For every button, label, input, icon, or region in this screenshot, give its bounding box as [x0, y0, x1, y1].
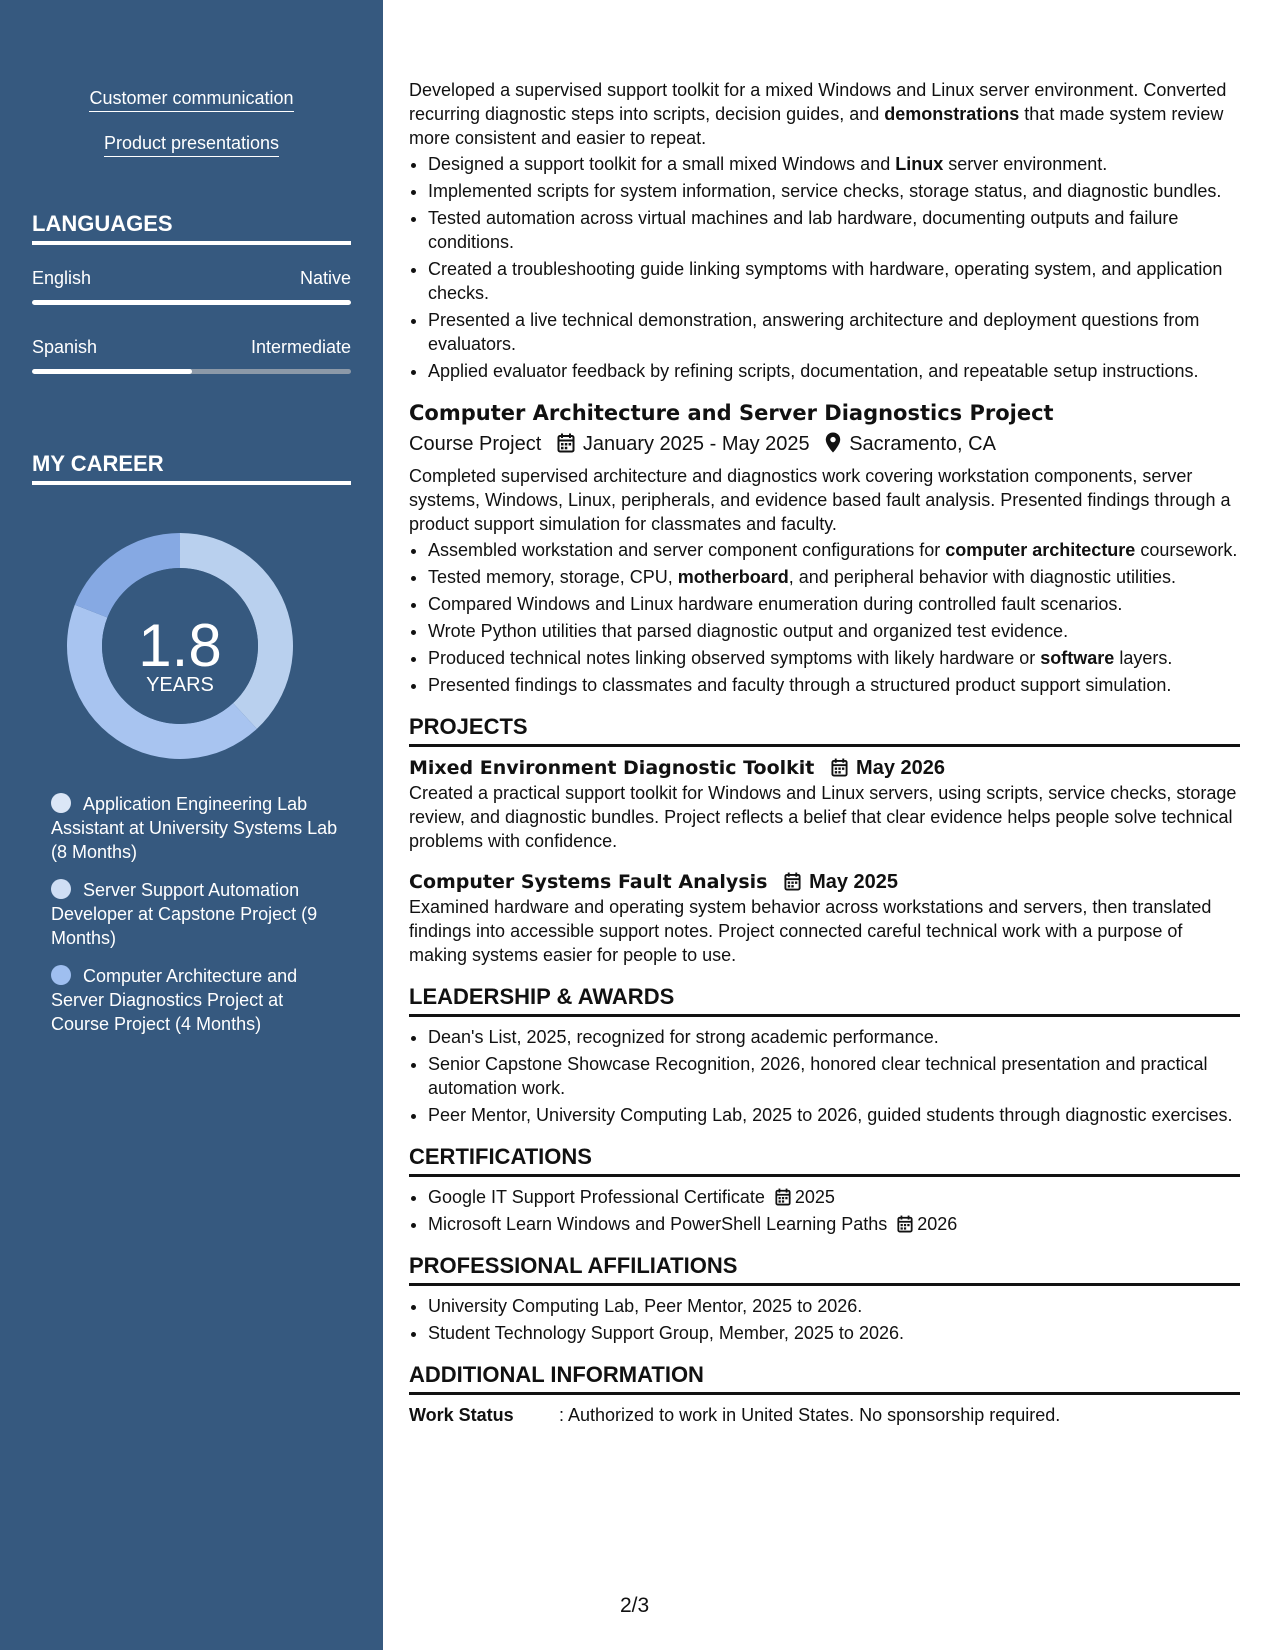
language-bar-fill — [32, 369, 192, 374]
text-run: Tested memory, storage, CPU, — [428, 567, 678, 587]
text-run: , and peripheral behavior with diagnostic utilities. — [788, 567, 1176, 587]
bullet-item — [428, 592, 1240, 616]
bullet-item — [428, 179, 1240, 203]
work-status-value: : Authorized to work in United States. No sponsorship required. — [559, 1405, 1061, 1425]
calendar-icon — [784, 872, 801, 891]
calendar-icon — [775, 1188, 791, 1206]
map-pin-icon — [825, 432, 841, 453]
certification-item — [428, 1185, 1240, 1209]
skill-label: Customer communication — [89, 88, 293, 112]
languages-heading: LANGUAGES — [32, 211, 351, 245]
career-dot-icon — [51, 965, 71, 985]
career-heading: MY CAREER — [32, 451, 351, 485]
bold-text-run: demonstrations — [884, 104, 1020, 124]
bullet-item — [428, 673, 1240, 697]
entry-title: Computer Architecture and Server Diagnostics Project — [409, 401, 1054, 425]
work-status-row — [409, 1403, 1240, 1427]
entry-meta — [409, 430, 1240, 458]
bullet-item — [428, 646, 1240, 670]
career-item-text: Application Engineering Lab Assistant at University Systems Lab (8 Months) — [51, 794, 338, 862]
bullet-item — [428, 359, 1240, 383]
language-level: Intermediate — [250, 337, 351, 357]
entry-location: Sacramento, CA — [849, 433, 996, 455]
text-run: that made system review more consistent and easier to repeat. — [409, 104, 1224, 148]
bullet-item: • Peer Mentor, University Computing Lab, 2025 to 2026, guided students through diagnostic exercises. — [428, 1103, 1240, 1127]
main-content — [409, 78, 1240, 1427]
bullet-item — [428, 206, 1240, 254]
project-title-row — [409, 755, 1240, 781]
bullet-item: • Senior Capstone Showcase Recognition, 2026, honored clear technical presentation and practical automation work. — [428, 1052, 1240, 1100]
calendar-icon — [557, 433, 575, 453]
language-bar-fill — [32, 300, 351, 305]
text-run: Created a troubleshooting guide linking symptoms with hardware, operating system, and application checks. — [428, 259, 1223, 303]
additional-info-heading: ADDITIONAL INFORMATION — [409, 1363, 1240, 1395]
affiliations-list — [409, 1294, 1240, 1345]
text-run: Assembled workstation and server component configurations for — [428, 540, 946, 560]
bullet-item — [428, 538, 1240, 562]
bullet-item: • Dean's List, 2025, recognized for strong academic performance. — [428, 1025, 1240, 1049]
text-run: layers. — [1114, 648, 1173, 668]
bold-text-run: computer architecture — [945, 540, 1136, 560]
entry-bullets — [409, 538, 1240, 697]
career-item — [51, 964, 341, 1036]
career-donut-chart — [62, 528, 298, 764]
entry-org: Course Project — [409, 433, 542, 455]
intro-bullets — [409, 152, 1240, 383]
certifications-heading: CERTIFICATIONS — [409, 1145, 1240, 1177]
entry-dates: January 2025 - May 2025 — [582, 433, 810, 455]
calendar-icon — [831, 758, 848, 777]
certifications-list — [409, 1185, 1240, 1236]
text-run: Presented findings to classmates and faculty through a structured product support simulation. — [428, 675, 1172, 695]
project-date: May 2025 — [809, 871, 899, 893]
text-run: coursework. — [1135, 540, 1238, 560]
text-run: Designed a support toolkit for a small mixed Windows and — [428, 154, 896, 174]
skill-item — [0, 133, 383, 157]
career-total-unit: YEARS — [146, 674, 214, 696]
career-item — [51, 792, 341, 864]
intro-paragraph — [409, 78, 1240, 150]
career-dot-icon — [51, 879, 71, 899]
career-dot-icon — [51, 793, 71, 813]
certification-name: Microsoft Learn Windows and PowerShell Learning Paths — [428, 1214, 888, 1234]
text-run: Wrote Python utilities that parsed diagnostic output and organized test evidence. — [428, 621, 1069, 641]
text-run: Presented a live technical demonstration, answering architecture and deployment questions from evaluators. — [428, 310, 1200, 354]
page-number: 2/3 — [620, 1594, 650, 1617]
text-run: Compared Windows and Linux hardware enumeration during controlled fault scenarios. — [428, 594, 1123, 614]
affiliations-heading: PROFESSIONAL AFFILIATIONS — [409, 1254, 1240, 1286]
bold-text-run: Linux — [895, 154, 944, 174]
bold-text-run: motherboard — [677, 567, 789, 587]
leadership-list — [409, 1025, 1240, 1127]
skill-label: Product presentations — [104, 133, 279, 157]
certification-name: Google IT Support Professional Certificate — [428, 1187, 765, 1207]
project-title: Computer Systems Fault Analysis — [409, 871, 768, 893]
project-date: May 2026 — [856, 757, 945, 779]
language-name: Spanish — [32, 337, 98, 357]
skill-item — [0, 88, 383, 112]
project-description: Created a practical support toolkit for Windows and Linux servers, using scripts, service checks, storage review, and diagnostic bundles. Project reflects a belief that clear evidence helps people solve technical problems with confidence. — [409, 783, 1237, 851]
calendar-icon — [897, 1215, 913, 1233]
bullet-item: • University Computing Lab, Peer Mentor, 2025 to 2026. — [428, 1294, 1240, 1318]
bullet-item — [428, 619, 1240, 643]
text-run: Developed a supervised support toolkit for a mixed Windows and Linux server environment. Converted recurring diagnostic steps into scripts, decision guides, and — [409, 80, 1227, 124]
career-total-value: 1.8 — [138, 612, 222, 679]
text-run: Produced technical notes linking observed symptoms with likely hardware or — [428, 648, 1041, 668]
text-run: Implemented scripts for system information, service checks, storage status, and diagnostic bundles. — [428, 181, 1222, 201]
career-item — [51, 878, 341, 950]
certification-year: 2026 — [917, 1214, 958, 1234]
language-level: Native — [299, 268, 351, 288]
leadership-heading: LEADERSHIP & AWARDS — [409, 985, 1240, 1017]
language-name: English — [32, 268, 92, 288]
project-title: Mixed Environment Diagnostic Toolkit — [409, 757, 815, 779]
project-title-row — [409, 869, 1240, 895]
language-bar — [32, 300, 351, 305]
entry-summary: Completed supervised architecture and diagnostics work covering workstation components, server systems, Windows, Linux, peripherals, and evidence based fault analysis. Presented findings through a product support simulation for classmates and faculty. — [409, 466, 1231, 534]
bullet-item — [428, 565, 1240, 589]
bullet-item — [428, 152, 1240, 176]
bold-text-run: software — [1040, 648, 1115, 668]
projects-heading: PROJECTS — [409, 715, 1240, 747]
career-item-text: Computer Architecture and Server Diagnostics Project at Course Project (4 Months) — [51, 966, 298, 1034]
text-run: Applied evaluator feedback by refining scripts, documentation, and repeatable setup instructions. — [428, 361, 1199, 381]
career-item-text: Server Support Automation Developer at Capstone Project (9 Months) — [51, 880, 318, 948]
text-run: server environment. — [943, 154, 1108, 174]
certification-year: 2025 — [794, 1187, 835, 1207]
work-status-label: Work Status — [409, 1405, 514, 1425]
bullet-item — [428, 308, 1240, 356]
certification-item — [428, 1212, 1240, 1236]
project-description: Examined hardware and operating system behavior across workstations and servers, then translated findings into accessible support notes. Project connected careful technical work with a purpose of making systems easier for people to use. — [409, 897, 1212, 965]
bullet-item: • Student Technology Support Group, Member, 2025 to 2026. — [428, 1321, 1240, 1345]
language-bar — [32, 369, 351, 374]
sidebar — [0, 0, 383, 1650]
text-run: Tested automation across virtual machines and lab hardware, documenting outputs and failure conditions. — [428, 208, 1179, 252]
bullet-item — [428, 257, 1240, 305]
